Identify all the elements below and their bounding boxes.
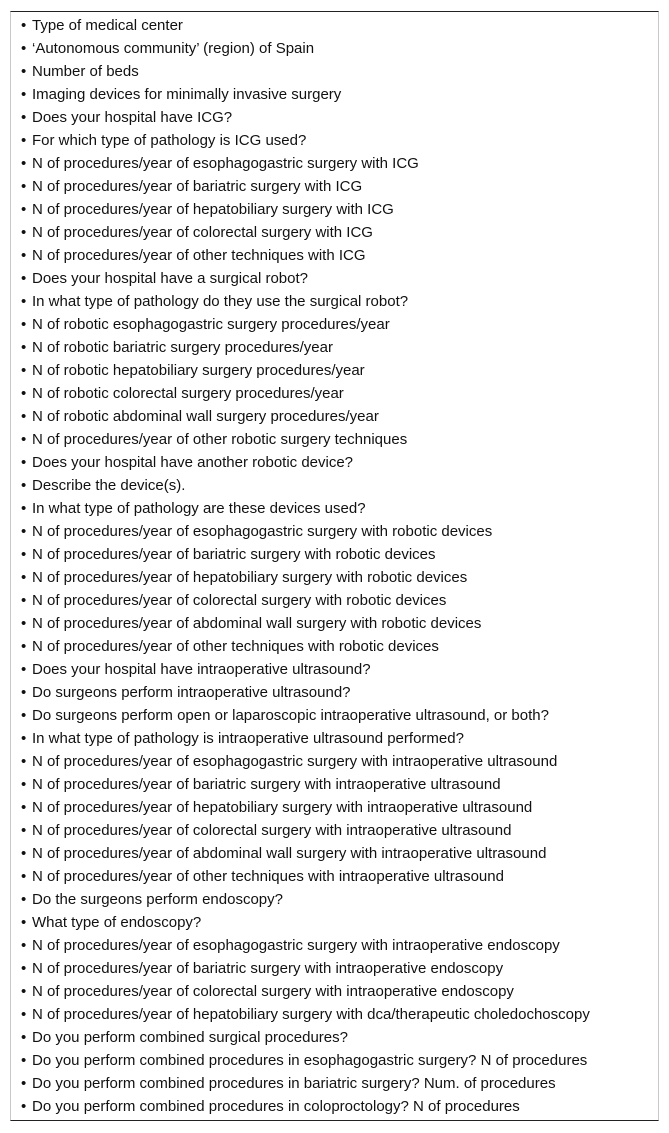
list-item: [21, 129, 658, 152]
bullet-icon: •: [21, 1098, 27, 1115]
list-item: [21, 842, 658, 865]
bullet-icon: •: [21, 270, 27, 287]
list-item: [21, 60, 658, 83]
bullet-icon: •: [21, 569, 27, 586]
list-item-text: N of procedures/year of other techniques with intraoperative ultrasound: [32, 868, 504, 885]
bullet-icon: •: [21, 523, 27, 540]
list-item: [21, 1026, 658, 1049]
list-item-text: N of procedures/year of colorectal surgery with intraoperative endoscopy: [32, 983, 514, 1000]
list-item: [21, 221, 658, 244]
list-item-text: N of procedures/year of esophagogastric surgery with intraoperative ultrasound: [32, 753, 558, 770]
bullet-icon: •: [21, 408, 27, 425]
list-item: [21, 1072, 658, 1095]
list-item: [21, 1049, 658, 1072]
list-item: [21, 359, 658, 382]
list-item: [21, 313, 658, 336]
list-item: [21, 336, 658, 359]
list-item-text: What type of endoscopy?: [32, 914, 202, 931]
list-item-text: N of procedures/year of bariatric surgery with robotic devices: [32, 546, 436, 563]
list-item: [21, 589, 658, 612]
list-item-text: N of procedures/year of esophagogastric surgery with robotic devices: [32, 523, 493, 540]
list-item-text: ‘Autonomous community’ (region) of Spain: [32, 40, 315, 57]
list-item-text: In what type of pathology are these devices used?: [32, 500, 366, 517]
list-item-text: Do you perform combined procedures in coloproctology? N of procedures: [32, 1098, 520, 1115]
list-item: [21, 14, 658, 37]
questionnaire-item-list: [11, 12, 658, 1118]
list-item-text: N of procedures/year of colorectal surgery with robotic devices: [32, 592, 447, 609]
list-item: [21, 704, 658, 727]
list-item-text: N of procedures/year of other robotic surgery techniques: [32, 431, 408, 448]
list-item: [21, 750, 658, 773]
bullet-icon: •: [21, 914, 27, 931]
bullet-icon: •: [21, 1029, 27, 1046]
list-item-text: N of procedures/year of hepatobiliary surgery with ICG: [32, 201, 394, 218]
list-item-text: N of procedures/year of hepatobiliary surgery with intraoperative ultrasound: [32, 799, 533, 816]
bullet-icon: •: [21, 960, 27, 977]
list-item-text: N of procedures/year of abdominal wall surgery with intraoperative ultrasound: [32, 845, 547, 862]
bullet-icon: •: [21, 707, 27, 724]
bullet-icon: •: [21, 1075, 27, 1092]
list-item-text: Number of beds: [32, 63, 139, 80]
bullet-icon: •: [21, 109, 27, 126]
list-item: [21, 796, 658, 819]
bullet-icon: •: [21, 822, 27, 839]
list-item-text: N of robotic colorectal surgery procedures/year: [32, 385, 344, 402]
list-item: [21, 635, 658, 658]
list-item-text: Do surgeons perform intraoperative ultrasound?: [32, 684, 351, 701]
list-item-text: N of robotic bariatric surgery procedures/year: [32, 339, 333, 356]
bullet-icon: •: [21, 983, 27, 1000]
bullet-icon: •: [21, 891, 27, 908]
list-item-text: N of procedures/year of hepatobiliary surgery with robotic devices: [32, 569, 468, 586]
list-item-text: In what type of pathology do they use the surgical robot?: [32, 293, 409, 310]
bullet-icon: •: [21, 592, 27, 609]
list-item: [21, 773, 658, 796]
list-item-text: Type of medical center: [32, 17, 183, 34]
bullet-icon: •: [21, 661, 27, 678]
list-item: [21, 819, 658, 842]
list-item-text: N of procedures/year of hepatobiliary surgery with dca/therapeutic choledochoscopy: [32, 1006, 590, 1023]
bullet-icon: •: [21, 454, 27, 471]
bullet-icon: •: [21, 385, 27, 402]
list-item: [21, 497, 658, 520]
list-item-text: N of procedures/year of bariatric surgery with intraoperative ultrasound: [32, 776, 501, 793]
bullet-icon: •: [21, 776, 27, 793]
bullet-icon: •: [21, 684, 27, 701]
list-item-text: In what type of pathology is intraoperative ultrasound performed?: [32, 730, 464, 747]
list-item-text: N of procedures/year of colorectal surgery with ICG: [32, 224, 373, 241]
list-item: [21, 658, 658, 681]
bullet-icon: •: [21, 63, 27, 80]
list-item-text: Does your hospital have ICG?: [32, 109, 233, 126]
bullet-icon: •: [21, 1052, 27, 1069]
bullet-icon: •: [21, 316, 27, 333]
list-item: [21, 175, 658, 198]
list-item-text: Imaging devices for minimally invasive surgery: [32, 86, 342, 103]
list-item-text: N of procedures/year of esophagogastric surgery with intraoperative endoscopy: [32, 937, 560, 954]
bullet-icon: •: [21, 546, 27, 563]
bullet-icon: •: [21, 155, 27, 172]
list-item: [21, 980, 658, 1003]
bullet-icon: •: [21, 17, 27, 34]
bullet-icon: •: [21, 86, 27, 103]
bullet-icon: •: [21, 500, 27, 517]
list-item: [21, 474, 658, 497]
list-item-text: N of robotic esophagogastric surgery procedures/year: [32, 316, 390, 333]
list-item: [21, 865, 658, 888]
list-item-text: N of procedures/year of abdominal wall surgery with robotic devices: [32, 615, 482, 632]
bullet-icon: •: [21, 1006, 27, 1023]
list-item: [21, 244, 658, 267]
list-item-text: For which type of pathology is ICG used?: [32, 132, 307, 149]
list-item-text: N of procedures/year of esophagogastric surgery with ICG: [32, 155, 419, 172]
bullet-icon: •: [21, 730, 27, 747]
list-item-text: N of procedures/year of bariatric surgery with ICG: [32, 178, 363, 195]
list-item: [21, 290, 658, 313]
list-item: [21, 1003, 658, 1026]
list-item: [21, 520, 658, 543]
list-item: [21, 106, 658, 129]
bullet-icon: •: [21, 799, 27, 816]
list-item-text: N of procedures/year of bariatric surgery with intraoperative endoscopy: [32, 960, 504, 977]
bullet-icon: •: [21, 638, 27, 655]
list-item: [21, 382, 658, 405]
list-item-text: Does your hospital have intraoperative ultrasound?: [32, 661, 371, 678]
bullet-icon: •: [21, 937, 27, 954]
list-item-text: Do the surgeons perform endoscopy?: [32, 891, 283, 908]
list-item-text: Do you perform combined procedures in esophagogastric surgery? N of procedures: [32, 1052, 588, 1069]
list-item: [21, 198, 658, 221]
list-item-text: Do you perform combined surgical procedures?: [32, 1029, 348, 1046]
list-item-text: N of procedures/year of other techniques with ICG: [32, 247, 366, 264]
bullet-icon: •: [21, 339, 27, 356]
list-item: [21, 727, 658, 750]
list-item: [21, 267, 658, 290]
bullet-icon: •: [21, 132, 27, 149]
list-item: [21, 681, 658, 704]
list-item: [21, 612, 658, 635]
list-item-text: Do surgeons perform open or laparoscopic intraoperative ultrasound, or both?: [32, 707, 549, 724]
list-item-text: Do you perform combined procedures in bariatric surgery? Num. of procedures: [32, 1075, 556, 1092]
bullet-icon: •: [21, 362, 27, 379]
bullet-icon: •: [21, 845, 27, 862]
list-item: [21, 911, 658, 934]
list-item: [21, 428, 658, 451]
bullet-icon: •: [21, 753, 27, 770]
bullet-icon: •: [21, 247, 27, 264]
list-item: [21, 934, 658, 957]
questionnaire-table: [10, 11, 659, 1121]
list-item: [21, 451, 658, 474]
bullet-icon: •: [21, 431, 27, 448]
list-item: [21, 152, 658, 175]
list-item: [21, 888, 658, 911]
list-item-text: Does your hospital have another robotic device?: [32, 454, 354, 471]
list-item: [21, 37, 658, 60]
list-item-text: N of robotic hepatobiliary surgery procedures/year: [32, 362, 365, 379]
bullet-icon: •: [21, 178, 27, 195]
list-item-text: N of procedures/year of colorectal surgery with intraoperative ultrasound: [32, 822, 512, 839]
list-item: [21, 957, 658, 980]
list-item-text: Describe the device(s).: [32, 477, 186, 494]
list-item: [21, 543, 658, 566]
list-item-text: Does your hospital have a surgical robot?: [32, 270, 308, 287]
list-item: [21, 405, 658, 428]
bullet-icon: •: [21, 201, 27, 218]
list-item-text: N of procedures/year of other techniques with robotic devices: [32, 638, 439, 655]
bullet-icon: •: [21, 615, 27, 632]
bullet-icon: •: [21, 40, 27, 57]
list-item: [21, 566, 658, 589]
bullet-icon: •: [21, 224, 27, 241]
list-item: [21, 1095, 658, 1118]
list-item-text: N of robotic abdominal wall surgery procedures/year: [32, 408, 379, 425]
list-item: [21, 83, 658, 106]
bullet-icon: •: [21, 477, 27, 494]
bullet-icon: •: [21, 868, 27, 885]
bullet-icon: •: [21, 293, 27, 310]
